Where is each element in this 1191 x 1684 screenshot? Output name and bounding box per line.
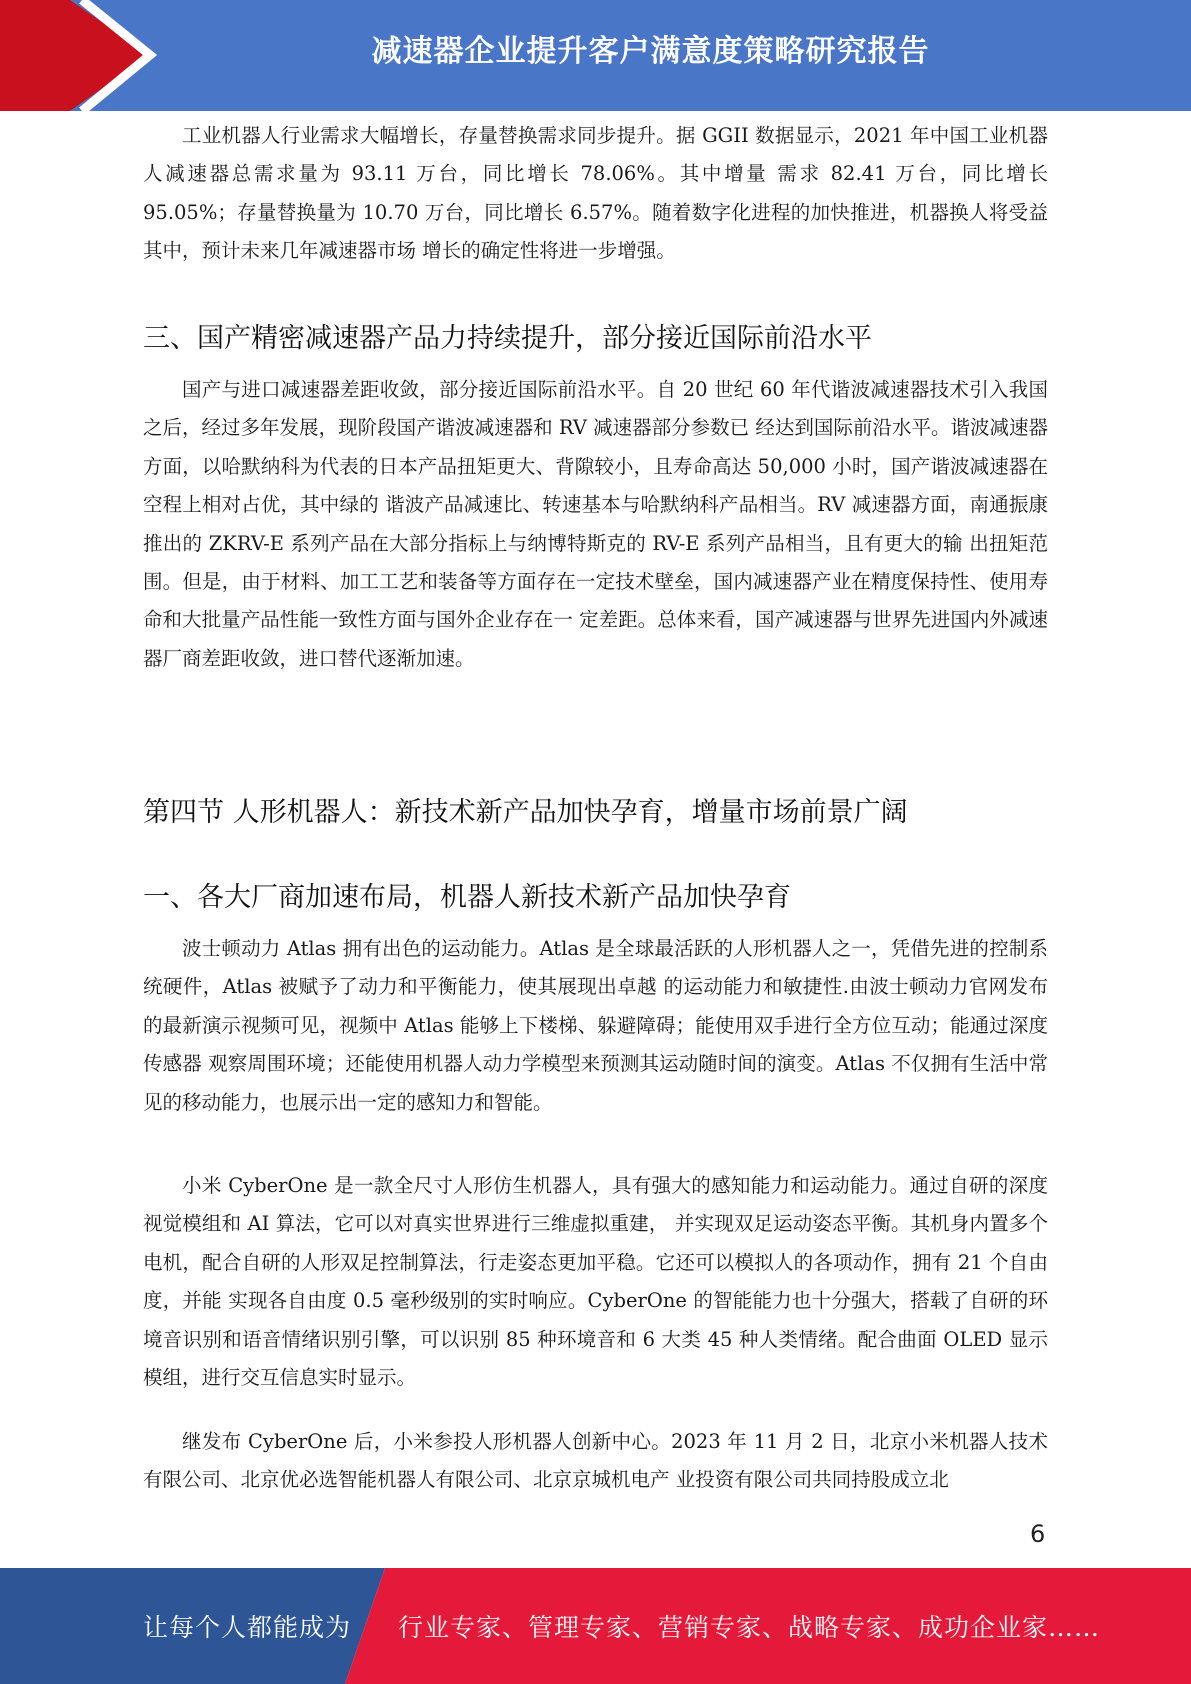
paragraph-demand-growth: 工业机器人行业需求大幅增长，存量替换需求同步提升。据 GGII 数据显示，2021 年中国工业机器人减速器总需求量为 93.11 万台，同比增长 78.06%。其中增量 需求 82.41 万台，同比增长 95.05%；存量替换量为 10.70 万台，同比增长 6.57%。随着数字化进程的加快推进，机器换人将受益其中，预计未来几年减速器市场 增长的确定性将进一步增强。 — [143, 124, 1048, 263]
page-number: 6 — [1030, 1520, 1046, 1548]
paragraph-domestic-gap: 国产与进口减速器差距收敛，部分接近国际前沿水平。自 20 世纪 60 年代谐波减速器技术引入我国之后，经过多年发展，现阶段国产谐波减速器和 RV 减速器部分参数已 经达到国际前沿水平。谐波减速器方面，以哈默纳科为代表的日本产品扭矩更大、背隙较小，且寿命高达 50,000 小时，国产谐波减速器在空程上相对占优，其中绿的 谐波产品减速比、转速基本与哈默纳科产品相当。RV 减速器方面，南通振康推出的 ZKRV-E 系列产品在大部分指标上与纳博特斯克的 RV-E 系列产品相当，且有更大的输 出扭矩范围。但是，由于材料、加工工艺和装备等方面存在一定技术壁垒，国内减速器产业在精度保持性、使用寿命和大批量产品性能一致性方面与国外企业存在一 定差距。总体来看，国产减速器与世界先进国内外减速器厂商差距收敛，进口替代逐渐加速。 — [143, 378, 1048, 670]
paragraph-cyberone: 小米 CyberOne 是一款全尺寸人形仿生机器人，具有强大的感知能力和运动能力。通过自研的深度视觉模组和 AI 算法，它可以对真实世界进行三维虚拟重建， 并实现双足运动姿态平衡。其机身内置多个电机，配合自研的人形双足控制算法，行走姿态更加平稳。它还可以模拟人的各项动作，拥有 21 个自由度，并能 实现各自由度 0.5 毫秒级别的实时响应。CyberOne 的智能能力也十分强大，搭载了自研的环境音识别和语音情绪识别引擎，可以识别 85 种环境音和 6 大类 45 种人类情绪。配合曲面 OLED 显示模组，进行交互信息实时显示。 — [143, 1174, 1048, 1390]
footer-slogan-left: 让每个人都能成为 — [143, 1613, 352, 1642]
footer-slogan-right: 行业专家、管理专家、营销专家、战略专家、成功企业家…… — [398, 1613, 1101, 1642]
heading-manufacturers-layout: 一、各大厂商加速布局，机器人新技术新产品加快孕育 — [143, 882, 791, 913]
page-footer — [0, 1568, 1191, 1684]
heading-section-four: 第四节 人形机器人：新技术新产品加快孕育，增量市场前景广阔 — [143, 797, 908, 828]
heading-domestic-reducer: 三、国产精密减速器产品力持续提升，部分接近国际前沿水平 — [143, 323, 872, 354]
page-header — [0, 0, 1191, 111]
paragraph-atlas: 波士顿动力 Atlas 拥有出色的运动能力。Atlas 是全球最活跃的人形机器人之一，凭借先进的控制系统硬件，Atlas 被赋予了动力和平衡能力，使其展现出卓越 的运动能力和敏捷性.由波士顿动力官网发布的最新演示视频可见，视频中 Atlas 能够上下楼梯、躲避障碍；能使用双手进行全方位互动；能通过深度传感器 观察周围环境；还能使用机器人动力学模型来预测其运动随时间的演变。Atlas 不仅拥有生活中常见的移动能力，也展示出一定的感知力和智能。 — [143, 937, 1048, 1114]
report-title: 减速器企业提升客户满意度策略研究报告 — [371, 34, 930, 69]
paragraph-xiaomi-innovation: 继发布 CyberOne 后，小米参投人形机器人创新中心。2023 年 11 月 2 日，北京小米机器人技术有限公司、北京优必选智能机器人有限公司、北京京城机电产 业投资有限公司共同持股成立北 — [143, 1430, 1048, 1492]
